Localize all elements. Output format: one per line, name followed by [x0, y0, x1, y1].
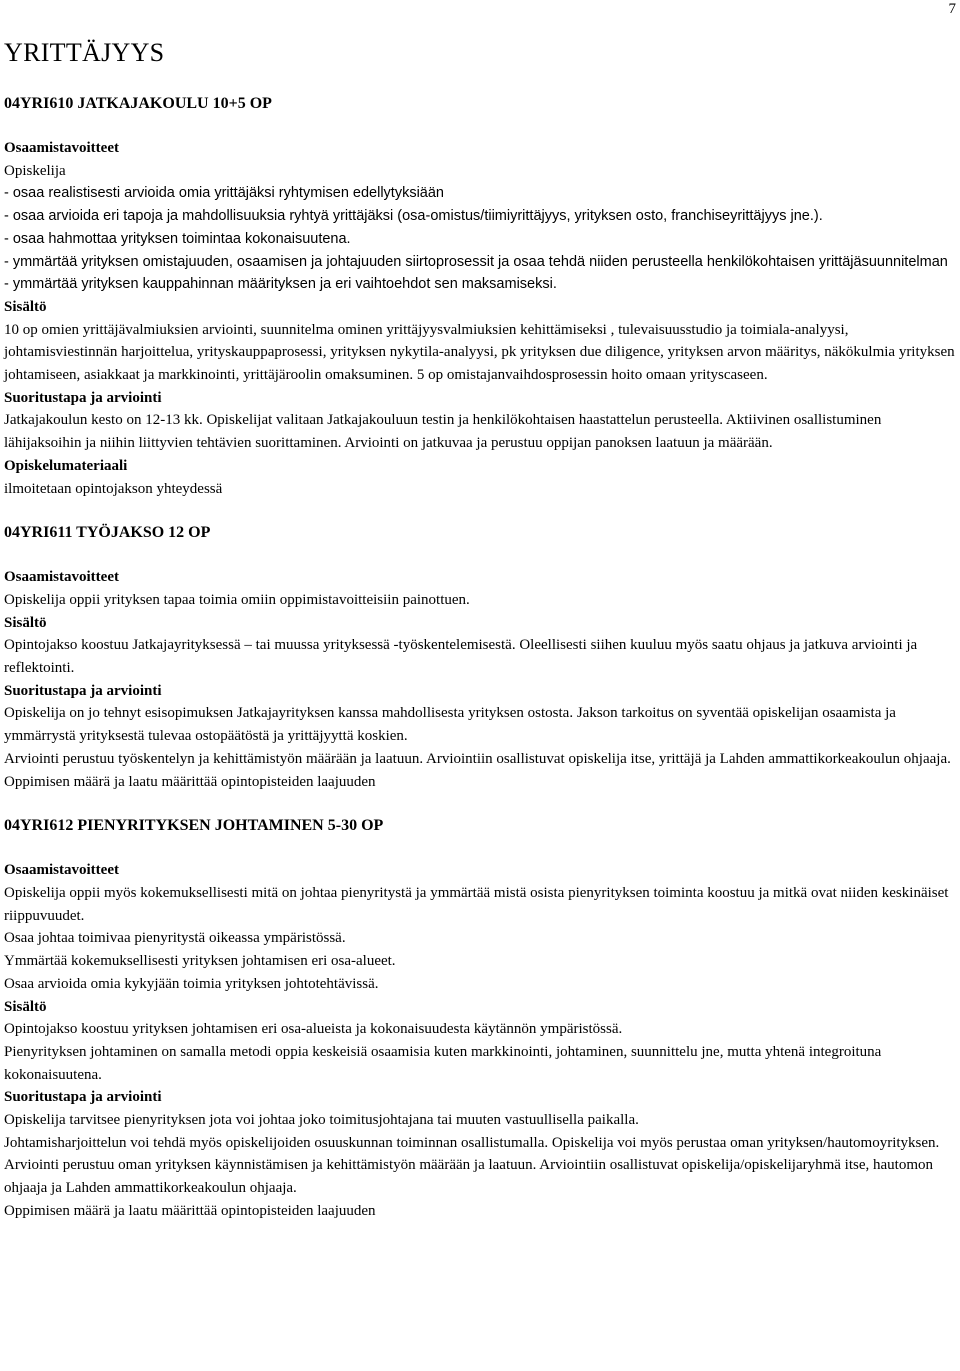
section-heading: Osaamistavoitteet [4, 862, 119, 879]
section-heading: Opiskelumateriaali [4, 457, 128, 474]
course-title: 04YRI611 TYÖJAKSO 12 OP [4, 524, 211, 542]
paragraph-line: Ymmärtää kokemuksellisesti yrityksen johtamisen eri osa-alueet. [4, 953, 396, 970]
paragraph-line: Opiskelija tarvitsee pienyrityksen jota voi johtaa joko toimitusjohtajana tai muuten vastuullisella paikalla. [4, 1112, 639, 1129]
document-body [4, 36, 956, 1245]
paragraph-line: Opiskelija [4, 162, 66, 179]
paragraph-line: Johtamisharjoittelun voi tehdä myös opiskelijoiden osuuskunnan toiminnan osallistumalla. Opiskelija voi myös perustaa oman yrityksen/hautomoyrityksen. [4, 1134, 940, 1151]
page-number: 7 [948, 1, 956, 17]
section-heading: Sisältö [4, 998, 47, 1015]
course-list [4, 93, 956, 1223]
section-heading: Osaamistavoitteet [4, 140, 119, 156]
paragraph-line: Opiskelija oppii myös kokemuksellisesti mitä on johtaa pienyritystä ja ymmärtää mistä osista pienyrityksen toiminta koostuu ja mitkä ovat niiden keskinäiset riippuvuudet. [4, 884, 949, 924]
paragraph-line: Opintojakso koostuu yrityksen johtamisen eri osa-alueista ja kokonaisuudesta käytännön ympäristössä. [4, 1021, 623, 1038]
paragraph-line: Arviointi perustuu työskentelyn ja kehittämistyön määrään ja laatuun. Arviointiin osallistuvat opiskelija itse, yrittäjä ja Lahden ammattikorkeakoulun ohjaaja. [4, 750, 951, 767]
course-block [4, 93, 956, 500]
course-block [4, 522, 956, 793]
paragraph-line: Opiskelija on jo tehnyt esisopimuksen Jatkajayrityksen kanssa mahdollisesta yrityksen ostosta. Jakson tarkoitus on syventää opiskelijan osaamista ja ymmärrystä yrityksestä tulevaa ostopäätöstä ja yrittäjyyttä koskien. [4, 705, 896, 745]
paragraph-line: Jatkajakoulun kesto on 12-13 kk. Opiskelijat valitaan Jatkajakouluun testin ja henkilökohtaisen haastattelun perusteella. Aktiivinen osallistuminen lähijaksoihin ja niihin liittyvien tehtävien suorittaminen. Arviointi on jatkuvaa ja perustuu oppijan panoksen laatuun ja määrään. [4, 412, 882, 452]
paragraph-line: - osaa arvioida eri tapoja ja mahdollisuuksia ryhtyä yrittäjäksi (osa-omistus/tiimiyrittäjyys, yrityksen osto, franchiseyrittäjyys jne.). [4, 208, 823, 225]
paragraph-line: - ymmärtää yrityksen kauppahinnan määrityksen ja eri vaihtoehdot sen maksamiseksi. [4, 276, 557, 293]
course-title: 04YRI612 PIENYRITYKSEN JOHTAMINEN 5-30 OP [4, 817, 384, 835]
paragraph-line: Opintojakso koostuu Jatkajayrityksessä – tai muussa yrityksessä -työskentelemisestä. Oleellisesti siihen kuuluu myös saatu ohjaus ja jatkuva arviointi ja reflektointi. [4, 637, 918, 677]
section-heading: Suoritustapa ja arviointi [4, 389, 162, 406]
paragraph-line: - osaa hahmottaa yrityksen toimintaa kokonaisuutena. [4, 230, 351, 247]
course-title: 04YRI610 JATKAJAKOULU 10+5 OP [4, 95, 272, 112]
paragraph-line: Osaa arvioida omia kykyjään toimia yrityksen johtotehtävissä. [4, 975, 379, 992]
paragraph-line: Osaa johtaa toimivaa pienyritystä oikeassa ympäristössä. [4, 930, 346, 947]
paragraph-line: Pienyrityksen johtaminen on samalla metodi oppia keskeisiä osaamisia kuten markkinointi, johtaminen, suunnittelu jne, mutta yhtenä integroituna kokonaisuutena. [4, 1043, 882, 1083]
document-title: YRITTÄJYYS [4, 38, 165, 67]
section-heading: Sisältö [4, 298, 47, 315]
section-heading: Sisältö [4, 614, 47, 631]
paragraph-line: Arviointi perustuu oman yrityksen käynnistämisen ja kehittämistyön määrään ja laatuun. Arviointiin osallistuvat opiskelija/opiskelijaryhmä itse, hautomon ohjaaja ja Lahden ammattikorkeakoulun ohjaaja. [4, 1157, 933, 1197]
paragraph-line: Oppimisen määrä ja laatu määrittää opintopisteiden laajuuden [4, 773, 376, 790]
section-heading: Suoritustapa ja arviointi [4, 1089, 162, 1106]
paragraph-line: 10 op omien yrittäjävalmiuksien arviointi, suunnitelma ominen yrittäjyysvalmiuksien kehittämiseksi , tulevaisuusstudio ja toimiala-analyysi, johtamisviestinnän harjoittelua, yrityskauppaprosessi, yrityksen nykytila-analyysi, pk yrityksen due diligence, yrityksen arvon määritys, näkökulmia yrityksen johtamiseen, asiakkaat ja markkinointi, yrittäjäroolin omaksuminen. 5 op omistajanvaihdosprosessin hoito omaan yrityscaseen. [4, 321, 955, 384]
section-heading: Osaamistavoitteet [4, 569, 119, 586]
course-block [4, 815, 956, 1222]
paragraph-line: - ymmärtää yrityksen omistajuuden, osaamisen ja johtajuuden siirtoprosessit ja osaa tehdä niiden perusteella henkilökohtaisen yrittäjäsuunnitelman [4, 253, 948, 270]
paragraph-line: - osaa realistisesti arvioida omia yrittäjäksi ryhtymisen edellytyksiään [4, 185, 444, 202]
section-heading: Suoritustapa ja arviointi [4, 682, 162, 699]
paragraph-line: Opiskelija oppii yrityksen tapaa toimia omiin oppimistavoitteisiin painottuen. [4, 591, 470, 608]
paragraph-line: Oppimisen määrä ja laatu määrittää opintopisteiden laajuuden [4, 1202, 376, 1219]
paragraph-line: ilmoitetaan opintojakson yhteydessä [4, 480, 223, 497]
